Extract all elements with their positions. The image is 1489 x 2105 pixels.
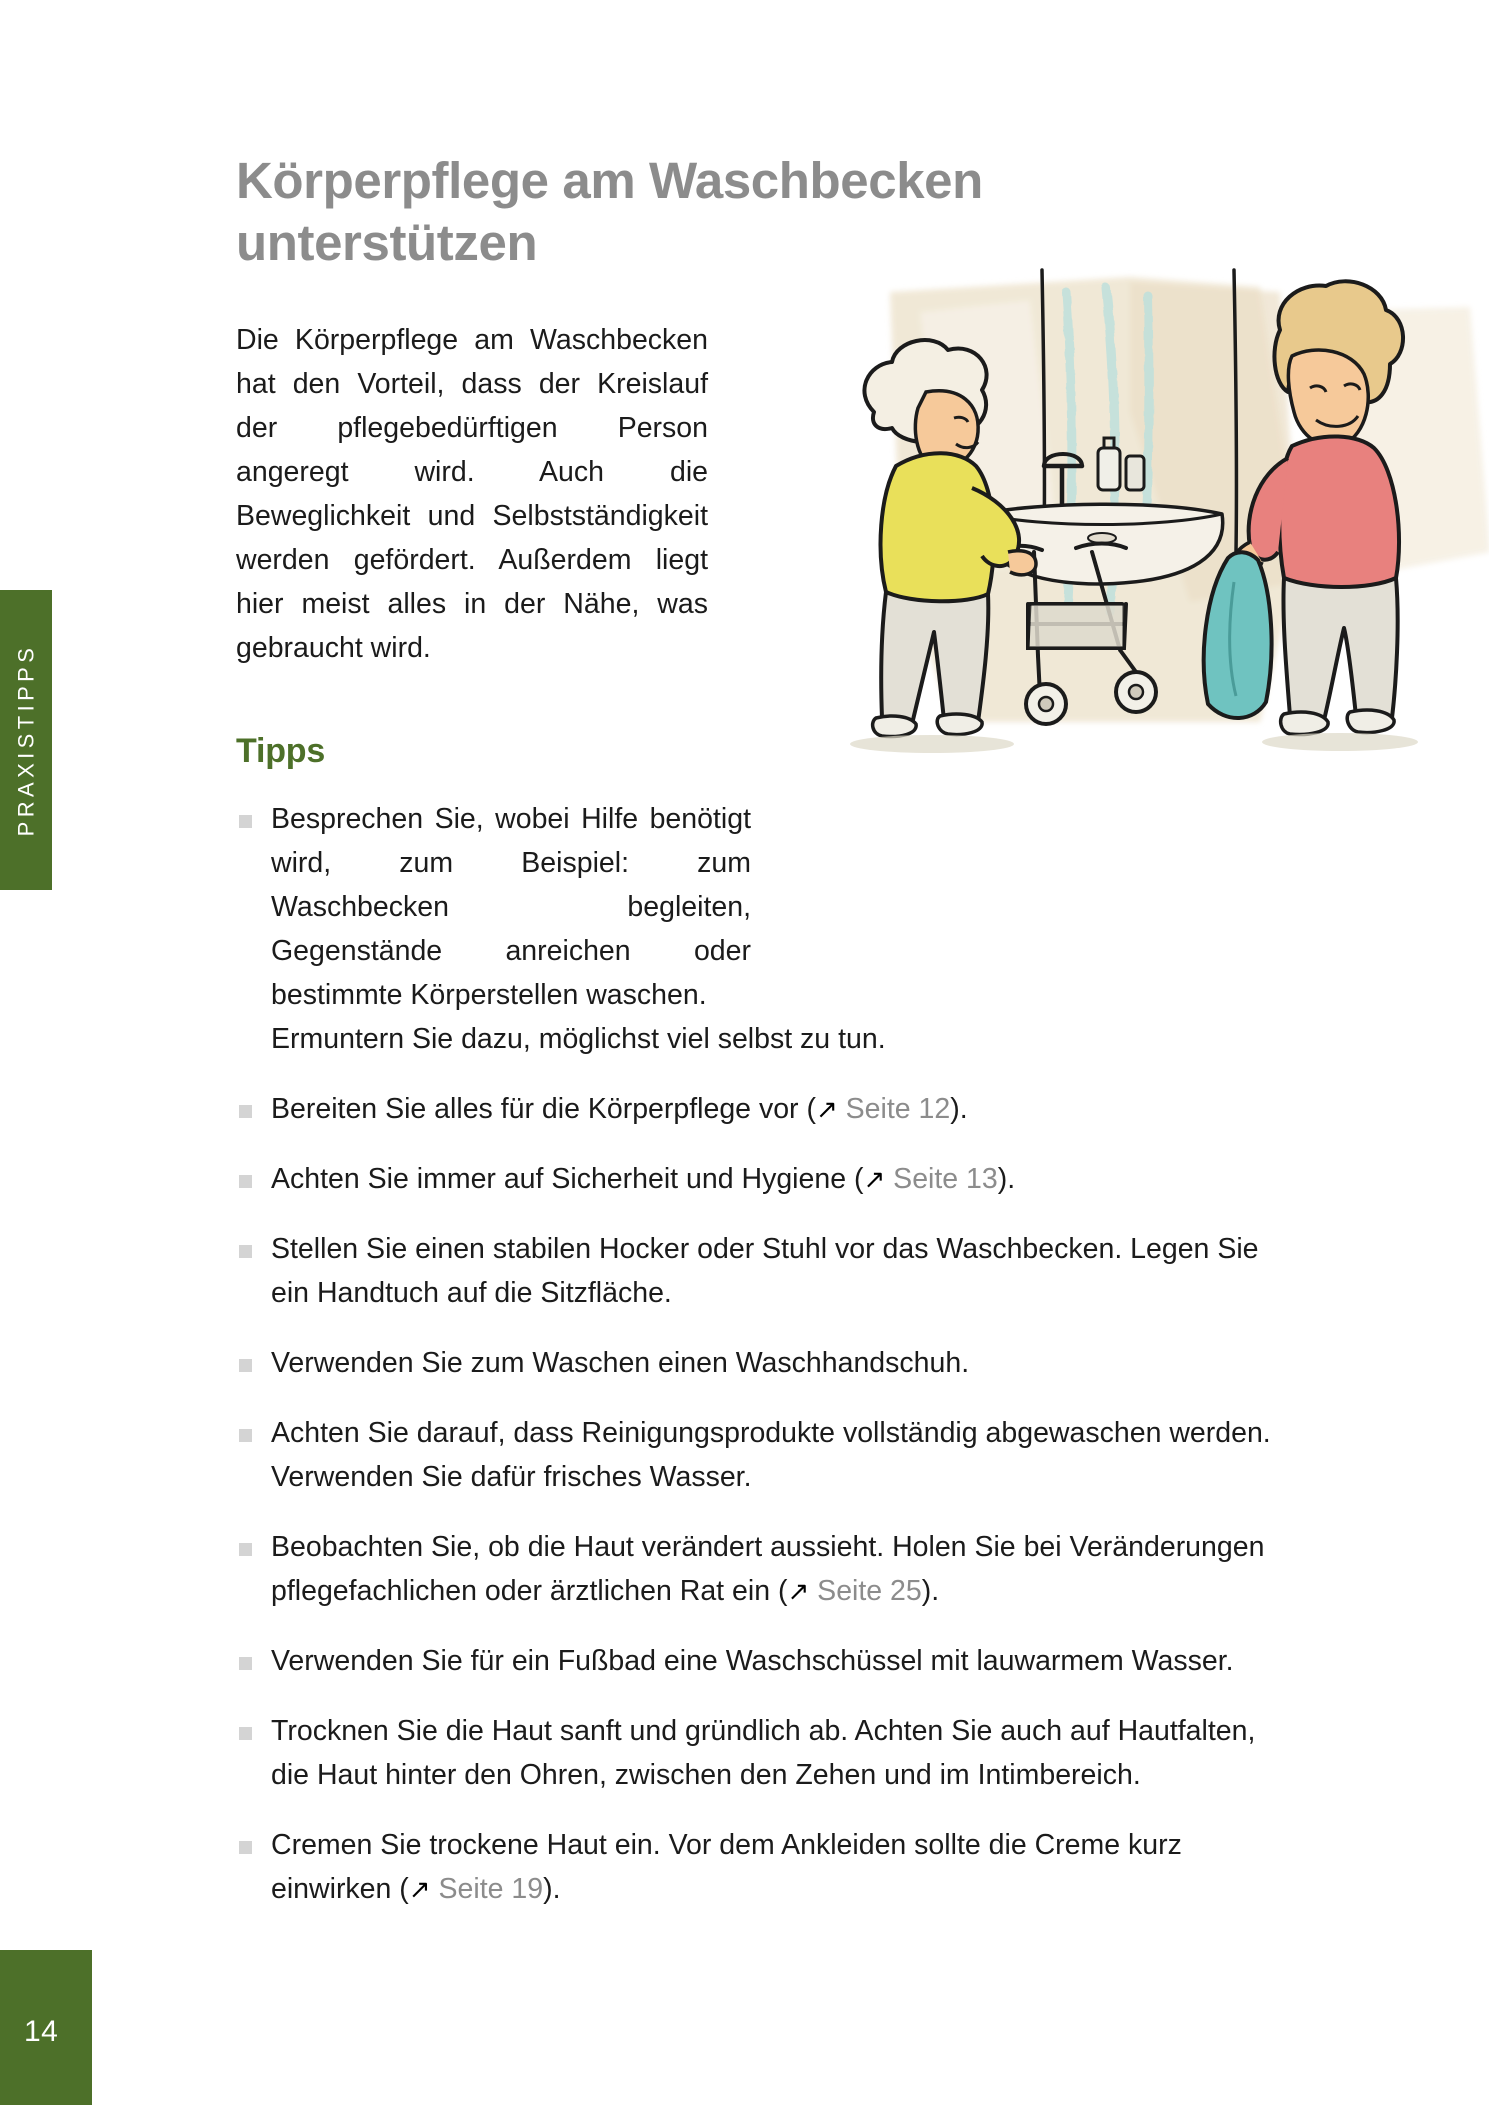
bullet-square-icon bbox=[239, 1429, 252, 1442]
page-content bbox=[236, 0, 1296, 1937]
list-item-text: Achten Sie immer auf Sicherheit und Hygiene ( bbox=[271, 1163, 864, 1195]
intro-section bbox=[236, 318, 1296, 670]
list-item bbox=[236, 1087, 1296, 1131]
arrow-up-right-icon: ↗ bbox=[815, 1094, 838, 1124]
list-item-text: Stellen Sie einen stabilen Hocker oder Stuhl vor das Waschbecken. Legen Sie ein Handtuch auf die Sitzfläche. bbox=[271, 1233, 1259, 1309]
list-item-text-post: ). bbox=[921, 1575, 940, 1607]
bullet-square-icon bbox=[239, 1841, 252, 1854]
bullet-square-icon bbox=[239, 1105, 252, 1118]
bullet-square-icon bbox=[239, 1175, 252, 1188]
bullet-square-icon bbox=[239, 1245, 252, 1258]
tips-list bbox=[236, 797, 1296, 1911]
page-reference[interactable] bbox=[816, 1093, 950, 1125]
list-item-text-post: ). bbox=[950, 1093, 968, 1125]
list-item bbox=[236, 797, 886, 1061]
bullet-square-icon bbox=[239, 1543, 252, 1556]
section-tab-label: PRAXISTIPPS bbox=[13, 643, 39, 837]
list-item-text: Trocknen Sie die Haut sanft und gründlich ab. Achten Sie auch auf Hautfalten, die Haut hinter den Ohren, zwischen den Zehen und im Intimbereich. bbox=[271, 1715, 1256, 1791]
list-item bbox=[236, 1341, 1296, 1385]
list-item-text: Achten Sie darauf, dass Reinigungsprodukte vollständig abgewaschen werden. Verwenden Sie dafür frisches Wasser. bbox=[271, 1417, 1271, 1493]
arrow-up-right-icon: ↗ bbox=[787, 1576, 810, 1606]
list-item-text-post: ). bbox=[997, 1163, 1016, 1195]
page-title: Körperpflege am Waschbecken unterstützen bbox=[236, 152, 983, 271]
page-reference-label: Seite 19 bbox=[430, 1873, 544, 1905]
section-tab-praxistipps bbox=[0, 590, 52, 890]
arrow-up-right-icon: ↗ bbox=[408, 1874, 431, 1904]
list-item bbox=[236, 1639, 1296, 1683]
list-item-text: Beobachten Sie, ob die Haut verändert aussieht. Holen Sie bei Veränderungen pflegefachlichen oder ärztlichen Rat ein ( bbox=[271, 1531, 1265, 1607]
list-item-text: Verwenden Sie zum Waschen einen Waschhandschuh. bbox=[271, 1347, 970, 1379]
list-item-text: Besprechen Sie, wobei Hilfe benötigt wird, zum Beispiel: zum Waschbecken begleiten, Gegenstände anreichen oder bestimmte Körperstellen waschen. bbox=[271, 803, 751, 1011]
intro-paragraph: Die Körperpflege am Waschbecken hat den Vorteil, dass der Kreislauf der pflegebedürftigen Person angeregt wird. Auch die Beweglichkeit und Selbstständigkeit werden gefördert. Außerdem liegt hier meist alles in der Nähe, was gebraucht wird. bbox=[236, 324, 708, 664]
list-item bbox=[236, 1525, 1296, 1613]
list-item bbox=[236, 1823, 1296, 1911]
list-item bbox=[236, 1157, 1296, 1201]
tipps-heading: Tipps bbox=[236, 732, 326, 770]
bullet-square-icon bbox=[239, 1359, 252, 1372]
illustration-washbasin-care bbox=[830, 252, 1489, 912]
bullet-square-icon bbox=[239, 815, 252, 828]
list-item bbox=[236, 1227, 1296, 1315]
list-item-text: Verwenden Sie für ein Fußbad eine Waschschüssel mit lauwarmem Wasser. bbox=[271, 1645, 1234, 1677]
list-item-text-tail: Ermuntern Sie dazu, möglichst viel selbst zu tun. bbox=[271, 1023, 886, 1055]
list-item-text: Cremen Sie trockene Haut ein. Vor dem Ankleiden sollte die Creme kurz einwirken ( bbox=[271, 1829, 1182, 1905]
page-reference-label: Seite 12 bbox=[837, 1093, 951, 1125]
bullet-square-icon bbox=[239, 1657, 252, 1670]
page-reference[interactable] bbox=[409, 1873, 543, 1905]
list-item bbox=[236, 1709, 1296, 1797]
list-item-text: Bereiten Sie alles für die Körperpflege vor ( bbox=[271, 1093, 816, 1125]
page-number: 14 bbox=[24, 2015, 59, 2048]
arrow-up-right-icon: ↗ bbox=[863, 1164, 886, 1194]
list-item-text-post: ). bbox=[543, 1873, 561, 1905]
page-reference[interactable] bbox=[787, 1575, 921, 1607]
page-reference-label: Seite 13 bbox=[885, 1163, 998, 1195]
list-item bbox=[236, 1411, 1296, 1499]
bullet-square-icon bbox=[239, 1727, 252, 1740]
page-reference[interactable] bbox=[863, 1163, 997, 1195]
page-reference-label: Seite 25 bbox=[809, 1575, 922, 1607]
